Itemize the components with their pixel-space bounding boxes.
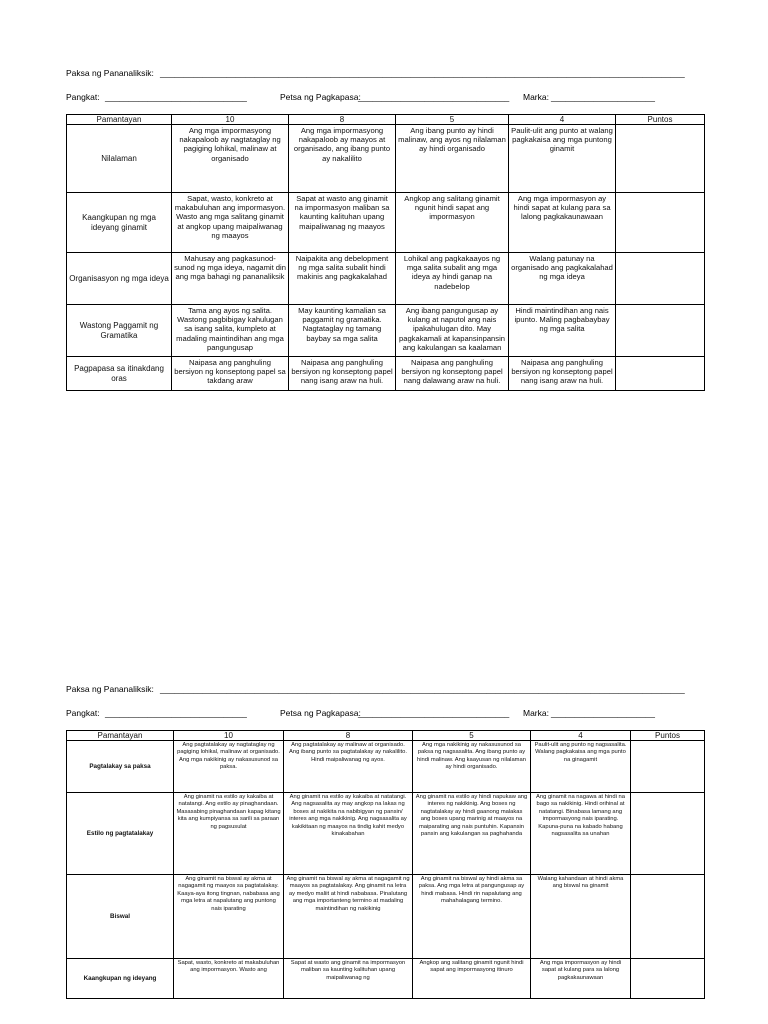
score-5-cell: Angkop ang salitang ginamit ngunit hindi sapat ang impormasyong itinuro — [413, 959, 531, 999]
rubric-sheet-2 — [66, 684, 704, 999]
points-cell[interactable] — [616, 357, 705, 391]
points-cell[interactable] — [631, 875, 705, 959]
date-blank[interactable]: ________________________________ — [358, 92, 510, 102]
score-4-cell: Paulit-ulit ang punto ng nagsasalita. Walang pagkakaisa ang mga punto na ginagamit — [531, 741, 631, 793]
criterion-cell: Organisasyon ng mga ideya — [67, 253, 172, 305]
score-10-cell: Sapat, wasto, konkreto at makabuluhan ang impormasyon. Wasto ang — [174, 959, 284, 999]
grade-blank[interactable]: ______________________ — [551, 92, 656, 102]
header-pamantayan: Pamantayan — [67, 731, 174, 741]
score-5-cell: Ang ibang punto ay hindi malinaw, ang ayos ng nilalaman ay hindi organisado — [396, 125, 509, 193]
score-8-cell: Ang pagtatalakay ay malinaw at organisado. Ang ibang punto sa pagtatalakay ay nakalilito. Hindi maipaliwanag ng ayos. — [284, 741, 413, 793]
score-4-cell: Ang ginamit na nagawa at hindi na bago sa nakikinig. Hindi orihinal at natatangi. Binabasa lamang ang impormasyong nais iparating. Kapuna-puna na kabado habang nagsasalita sa unahan — [531, 793, 631, 875]
group-blank[interactable]: ______________________________ — [105, 92, 247, 102]
score-8-cell: Sapat at wasto ang ginamit na impormasyon maliban sa kaunting kalituhan upang maipaliwanag ng maayos — [289, 193, 396, 253]
grade-label: Marka: — [523, 708, 549, 718]
header-4: 4 — [531, 731, 631, 741]
score-4-cell: Ang mga impormasyon ay hindi sapat at kulang para sa lalong pagkakaunawaan — [531, 959, 631, 999]
header-row — [67, 731, 705, 741]
meta-line — [66, 708, 704, 720]
criterion-cell: Pagpapasa sa itinakdang oras — [67, 357, 172, 391]
table-row — [67, 793, 705, 875]
grade-blank[interactable]: ______________________ — [551, 708, 656, 718]
criterion-cell: Kaangkupan ng ideyang — [67, 959, 174, 999]
table-row — [67, 305, 705, 357]
score-10-cell: Sapat, wasto, konkreto at makabuluhan ang impormasyon. Wasto ang mga salitang ginamit at angkop upang maipaliwanag ng maayos — [172, 193, 289, 253]
score-8-cell: Naipasa ang panghuling bersiyon ng konseptong papel nang isang araw na huli. — [289, 357, 396, 391]
header-5: 5 — [413, 731, 531, 741]
header-10: 10 — [174, 731, 284, 741]
points-cell[interactable] — [631, 741, 705, 793]
header-5: 5 — [396, 115, 509, 125]
grade-label: Marka: — [523, 92, 549, 102]
date-label: Petsa ng Pagkapasa: — [280, 92, 361, 102]
header-8: 8 — [289, 115, 396, 125]
score-4-cell: Hindi maintindihan ang nais ipunto. Maling pagbabaybay ng mga salita — [509, 305, 616, 357]
criterion-cell: Estilo ng pagtatalakay — [67, 793, 174, 875]
meta-line — [66, 92, 704, 104]
group-label: Pangkat: — [66, 708, 100, 718]
score-8-cell: Sapat at wasto ang ginamit na impormasyon maliban sa kaunting kalituhan upang maipaliwanag ng — [284, 959, 413, 999]
table-row — [67, 125, 705, 193]
header-row — [67, 115, 705, 125]
topic-blank[interactable]: _______________________________________________________________________________________________________________ — [160, 68, 685, 78]
topic-line — [66, 684, 704, 696]
rubric-table-2 — [66, 730, 705, 999]
score-4-cell: Walang patunay na organisado ang pagkakalahad ng mga ideya — [509, 253, 616, 305]
score-5-cell: Ang ibang pangungusap ay kulang at naputol ang nais ipakahulugan dito. May pagkakamali at kapansinpansin ang kakulangan sa kaalaman — [396, 305, 509, 357]
header-puntos: Puntos — [631, 731, 705, 741]
score-4-cell: Ang mga impormasyon ay hindi sapat at kulang para sa lalong pagkakaunawaan — [509, 193, 616, 253]
date-blank[interactable]: ________________________________ — [358, 708, 510, 718]
points-cell[interactable] — [631, 793, 705, 875]
topic-label: Paksa ng Pananaliksik: — [66, 68, 154, 78]
score-10-cell: Mahusay ang pagkasunod-sunod ng mga ideya, nagamit din ang mga bahagi ng pananaliksik — [172, 253, 289, 305]
criterion-cell: Biswal — [67, 875, 174, 959]
score-5-cell: Naipasa ang panghuling bersiyon ng konseptong papel nang dalawang araw na huli. — [396, 357, 509, 391]
score-5-cell: Ang ginamit na estilo ay hindi napukaw ang interes ng nakikinig. Ang boses ng nagtatalakay ay hindi gaanong malakas ang boses upang marinig at maayos na maiparating ang nais puntuhin. Kapansin pansin ang kakulangan sa paghahanda — [413, 793, 531, 875]
date-label: Petsa ng Pagkapasa: — [280, 708, 361, 718]
score-8-cell: Ang ginamit na biswal ay akma at nagagamit ng maayos sa pagtatalakay. Ang ginamit na letra ay medyo maliit at hindi nababasa. Pinalutang ang mga importanteng termino at madaling maintindihan ng nakikinig — [284, 875, 413, 959]
score-10-cell: Tama ang ayos ng salita. Wastong pagbibigay kahulugan sa isang salita, kumpleto at madaling maintindihan ang mga pangungusap — [172, 305, 289, 357]
score-10-cell: Ang ginamit na biswal ay akma at nagagamit ng maayos sa pagtatalakay. Kaaya-aya itong tingnan, nababasa ang mga letra at napalutang ang puntong nais iparating — [174, 875, 284, 959]
score-10-cell: Naipasa ang panghuling bersiyon ng konseptong papel sa takdang araw — [172, 357, 289, 391]
score-10-cell: Ang mga impormasyong nakapaloob ay nagtataglay ng pagiging lohikal, malinaw at organisado — [172, 125, 289, 193]
score-8-cell: May kaunting kamalian sa paggamit ng gramatika. Nagtataglay ng tamang baybay sa mga salita — [289, 305, 396, 357]
score-8-cell: Ang ginamit na estilo ay kakaiba at natatangi. Ang nagsasalita ay may angkop na lakas ng boses at nakikita na nabibigyan ng pansin/ interes ang mga nakikinig. Ang nagsasalita ay kakikitaan ng maayos na tindig kahit medyo kinakabahan — [284, 793, 413, 875]
points-cell[interactable] — [616, 253, 705, 305]
table-row — [67, 875, 705, 959]
header-puntos: Puntos — [616, 115, 705, 125]
table-row — [67, 253, 705, 305]
criterion-cell: Pagtalakay sa paksa — [67, 741, 174, 793]
header-8: 8 — [284, 731, 413, 741]
header-10: 10 — [172, 115, 289, 125]
topic-label: Paksa ng Pananaliksik: — [66, 684, 154, 694]
criterion-cell: Nilalaman — [67, 125, 172, 193]
points-cell[interactable] — [616, 193, 705, 253]
criterion-cell: Kaangkupan ng mga ideyang ginamit — [67, 193, 172, 253]
points-cell[interactable] — [631, 959, 705, 999]
table-row — [67, 741, 705, 793]
rubric-sheet-1 — [66, 68, 704, 391]
score-10-cell: Ang ginamit na estilo ay kakaiba at natatangi. Ang estilo ay pinaghandaan. Masasabing pinaghandaan kapag kitang kita ang kumpiyansa sa sarili sa paraan ng pagsusulat — [174, 793, 284, 875]
score-5-cell: Lohikal ang pagkakaayos ng mga salita subalit ang mga ideya ay hindi ganap na nadebelop — [396, 253, 509, 305]
score-8-cell: Naipakita ang debelopment ng mga salita subalit hindi makinis ang pagkakalahad — [289, 253, 396, 305]
topic-blank[interactable]: _______________________________________________________________________________________________________________ — [160, 684, 685, 694]
score-5-cell: Ang mga nakikinig ay nakasusunod sa paksa ng nagsasalita. Ang ibang punto ay hindi malinaw. Ang kaayusan ng nilalaman ay hindi organisado. — [413, 741, 531, 793]
points-cell[interactable] — [616, 125, 705, 193]
topic-line — [66, 68, 704, 80]
header-pamantayan: Pamantayan — [67, 115, 172, 125]
group-blank[interactable]: ______________________________ — [105, 708, 247, 718]
score-5-cell: Angkop ang salitang ginamit ngunit hindi sapat ang impormasyon — [396, 193, 509, 253]
points-cell[interactable] — [616, 305, 705, 357]
table-row — [67, 357, 705, 391]
criterion-cell: Wastong Paggamit ng Gramatika — [67, 305, 172, 357]
score-4-cell: Paulit-ulit ang punto at walang pagkakaisa ang mga puntong ginamit — [509, 125, 616, 193]
table-row — [67, 193, 705, 253]
score-10-cell: Ang pagtatalakay ay nagtataglay ng pagiging lohikal, malinaw at organisado. Ang mga nakikinig ay nakasusunod sa paksa. — [174, 741, 284, 793]
score-8-cell: Ang mga impormasyong nakapaloob ay maayos at organisado, ang ibang punto ay nakalilito — [289, 125, 396, 193]
score-4-cell: Naipasa ang panghuling bersiyon ng konseptong papel nang isang araw na huli. — [509, 357, 616, 391]
header-4: 4 — [509, 115, 616, 125]
score-5-cell: Ang ginamit na biswal ay hindi akma sa paksa. Ang mga letra at pangungusap ay hindi mabasa. Hindi rin napalutang ang mahahalagang termino. — [413, 875, 531, 959]
rubric-table-1 — [66, 114, 705, 391]
score-4-cell: Walang kahandaan at hindi akma ang biswal na ginamit — [531, 875, 631, 959]
group-label: Pangkat: — [66, 92, 100, 102]
table-row — [67, 959, 705, 999]
